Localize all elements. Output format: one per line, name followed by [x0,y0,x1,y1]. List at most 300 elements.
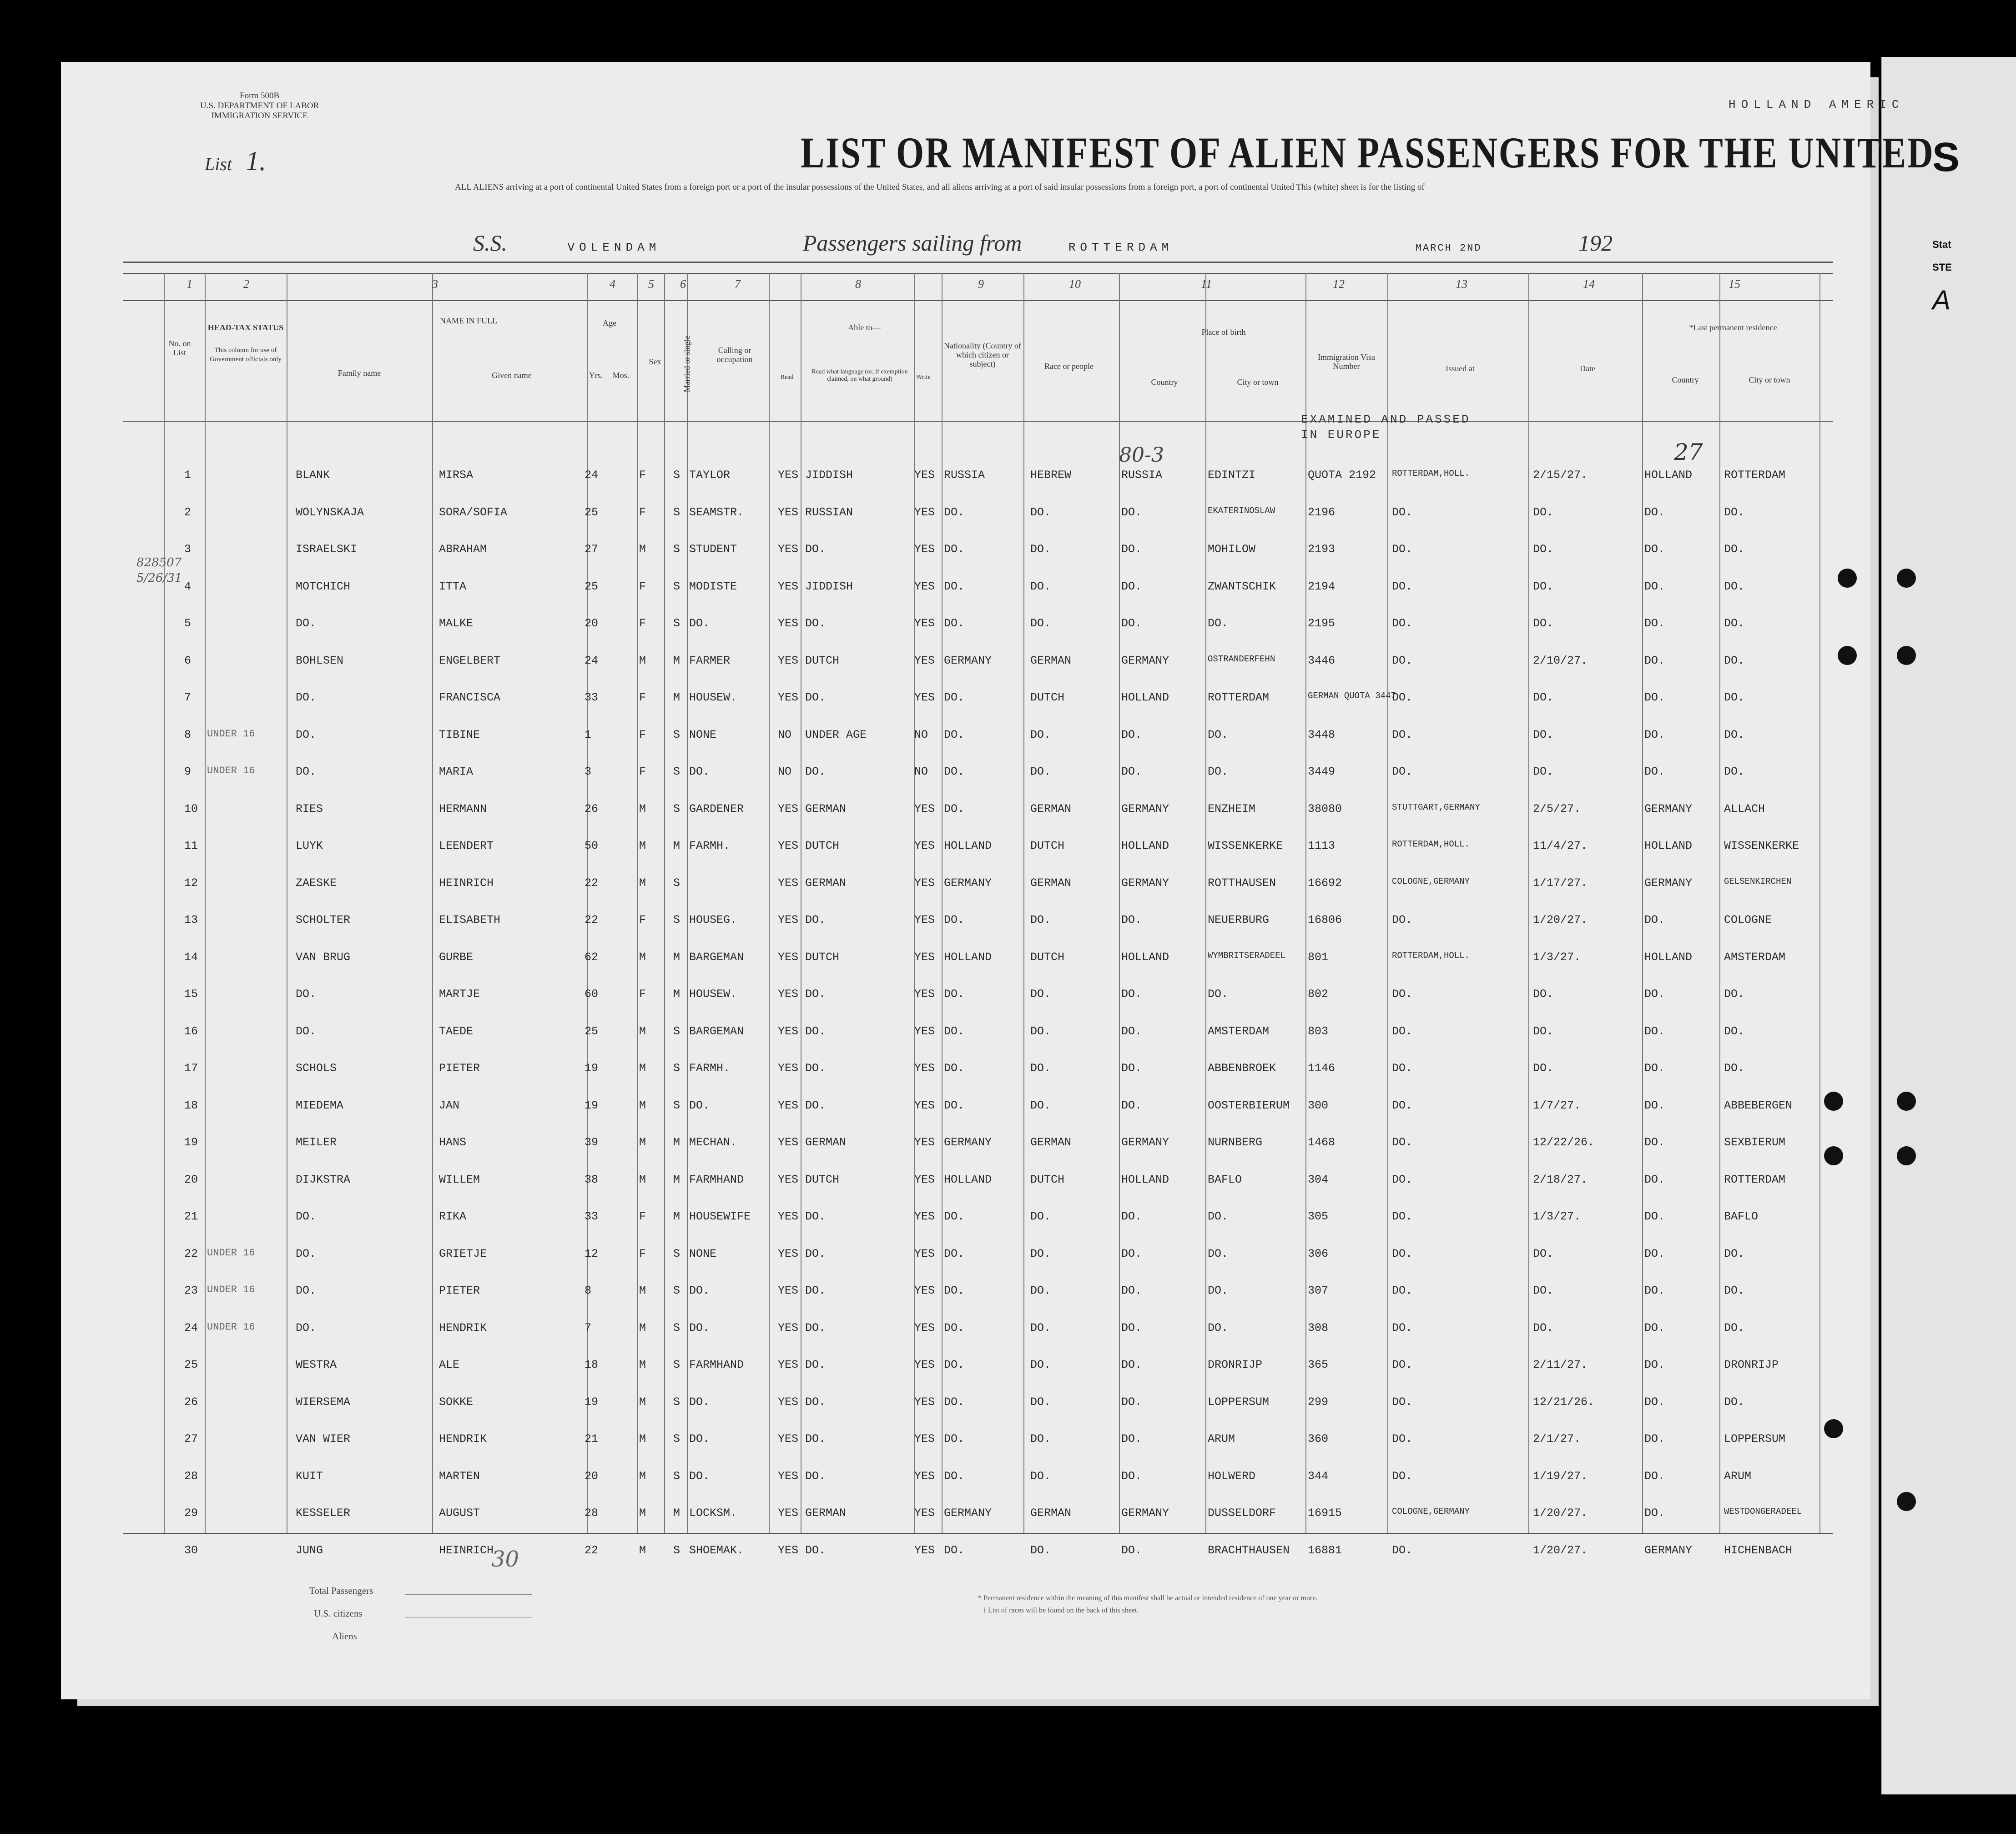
row-read: NO [778,765,792,778]
column-rule [914,273,915,1533]
row-date: 1/20/27. [1533,913,1588,927]
row-given-name: JAN [439,1098,460,1112]
row-nationality: DO. [944,1321,965,1335]
row-family-name: WOLYNSKAJA [296,505,364,519]
header-no-on-list: No. on List [168,339,191,357]
row-calling: FARMH. [689,839,731,852]
row-race: DO. [1030,1284,1051,1297]
row-read-language: GERMAN [805,802,847,816]
header-head-tax-note: This column for use of Government officials only [209,347,282,363]
row-read-language: GERMAN [805,1506,847,1520]
row-read-language: JIDDISH [805,579,853,593]
row-given-name: RIKA [439,1210,467,1223]
row-race: DO. [1030,617,1051,630]
row-date: 12/21/26. [1533,1395,1595,1409]
row-age: 21 [585,1432,599,1446]
row-birth-country: HOLLAND [1121,950,1169,964]
row-date: DO. [1533,1321,1554,1335]
row-birth-city: ROTTERDAM [1208,691,1270,704]
row-nationality: GERMANY [944,654,992,667]
punch-hole [1897,1492,1916,1511]
column-number: 3 [432,277,438,291]
row-family-name: DO. [296,1024,317,1038]
row-number: 29 [184,1506,198,1520]
row-age: 38 [585,1173,599,1186]
row-family-name: BOHLSEN [296,654,344,667]
header-read-language: Read what language (or, if exemption claimed, on what ground) [811,368,908,383]
row-family-name: MIEDEMA [296,1098,344,1112]
row-visa: 16806 [1308,913,1342,927]
adjacent-page [1881,57,2016,1794]
footer-aliens: Aliens [332,1631,357,1642]
row-sex: M [639,876,646,890]
row-calling: DO. [689,1284,710,1297]
row-read-language: RUSSIAN [805,505,853,519]
row-sex: F [639,765,646,778]
row-issued-at: DO. [1392,1062,1413,1075]
column-number: 7 [735,277,741,291]
column-rule [1023,273,1024,1533]
row-head-tax: UNDER 16 [207,1321,255,1333]
header-married: Married or single [682,335,691,393]
row-read-language: DO. [805,913,826,927]
row-res-city: DO. [1724,1247,1745,1260]
row-age: 25 [585,579,599,593]
column-number: 15 [1729,277,1740,291]
row-birth-country: RUSSIA [1121,469,1163,482]
row-marital: M [673,950,680,964]
row-nationality: HOLLAND [944,839,992,852]
row-read: YES [778,1024,799,1038]
row-issued-at: DO. [1392,765,1413,778]
header-head-tax: HEAD-TAX STATUS [207,323,284,332]
column-rule [1528,273,1529,1533]
row-calling: NONE [689,1247,717,1260]
row-birth-country: DO. [1121,1024,1142,1038]
row-visa: 16692 [1308,876,1342,890]
column-rule [1819,273,1820,1533]
row-marital: S [673,469,680,482]
row-visa: 801 [1308,950,1329,964]
row-birth-country: DO. [1121,1543,1142,1557]
row-sex: F [639,579,646,593]
row-race: DO. [1030,1469,1051,1483]
row-age: 24 [585,469,599,482]
row-calling: HOUSEW. [689,988,737,1001]
row-age: 20 [585,617,599,630]
row-age: 33 [585,1210,599,1223]
row-date: DO. [1533,505,1554,519]
row-visa: 3449 [1308,765,1336,778]
row-birth-country: DO. [1121,505,1142,519]
row-given-name: AUGUST [439,1506,480,1520]
row-sex: M [639,839,646,852]
row-birth-city: DO. [1208,765,1229,778]
row-visa: 16881 [1308,1543,1342,1557]
row-write: YES [914,876,935,890]
row-birth-country: DO. [1121,543,1142,556]
column-rule [1205,273,1206,1533]
row-family-name: BLANK [296,469,330,482]
row-number: 4 [184,579,192,593]
row-birth-city: NURNBERG [1208,1136,1263,1149]
row-res-country: DO. [1644,1469,1665,1483]
row-res-city: HICHENBACH [1724,1543,1793,1557]
row-res-city: DO. [1724,617,1745,630]
row-family-name: ISRAELSKI [296,543,358,556]
row-marital: M [673,1506,680,1520]
row-date: DO. [1533,1024,1554,1038]
row-read: YES [778,691,799,704]
row-race: DUTCH [1030,691,1065,704]
list-label-text: List [205,154,232,174]
column-number: 13 [1456,277,1467,291]
row-write: YES [914,654,935,667]
row-read-language: DO. [805,543,826,556]
row-issued-at: ROTTERDAM,HOLL. [1392,469,1470,479]
row-read: YES [778,1358,799,1371]
row-read: YES [778,505,799,519]
row-age: 26 [585,802,599,816]
row-read: YES [778,1543,799,1557]
row-calling: FARMHAND [689,1358,744,1371]
row-read: YES [778,1469,799,1483]
row-nationality: DO. [944,1432,965,1446]
row-family-name: ZAESKE [296,876,337,890]
row-read: YES [778,1506,799,1520]
row-age: 7 [585,1321,592,1335]
row-res-country: DO. [1644,1506,1665,1520]
row-given-name: HEINRICH [439,1543,494,1557]
row-age: 19 [585,1395,599,1409]
row-date: 1/17/27. [1533,876,1588,890]
row-read: YES [778,839,799,852]
row-age: 12 [585,1247,599,1260]
row-sex: M [639,802,646,816]
row-given-name: SORA/SOFIA [439,505,508,519]
row-nationality: DO. [944,1247,965,1260]
row-birth-country: HOLLAND [1121,1173,1169,1186]
row-issued-at: DO. [1392,1284,1413,1297]
row-nationality: HOLLAND [944,1173,992,1186]
row-read-language: DO. [805,1432,826,1446]
row-res-country: DO. [1644,1395,1665,1409]
row-calling: DO. [689,1469,710,1483]
column-rule [664,273,665,1533]
row-birth-country: DO. [1121,765,1142,778]
row-calling: HOUSEG. [689,913,737,927]
row-res-city: GELSENKIRCHEN [1724,876,1792,887]
row-number: 3 [184,543,192,556]
row-nationality: DO. [944,1210,965,1223]
row-family-name: JUNG [296,1543,323,1557]
row-issued-at: COLOGNE,GERMANY [1392,1506,1470,1517]
row-res-country: DO. [1644,913,1665,927]
row-sex: M [639,1395,646,1409]
row-age: 60 [585,988,599,1001]
row-visa: 2194 [1308,579,1336,593]
row-read: YES [778,617,799,630]
row-nationality: DO. [944,1469,965,1483]
header-res-city: City or town [1749,375,1790,384]
row-birth-country: GERMANY [1121,802,1169,816]
row-res-country: DO. [1644,617,1665,630]
row-visa: 16915 [1308,1506,1342,1520]
row-issued-at: DO. [1392,728,1413,741]
form-number: Form 500B [240,91,280,101]
header-race: Race or people [1044,362,1094,371]
header-bottom-rule [123,421,1833,422]
row-marital: M [673,1136,680,1149]
column-rule [687,273,688,1533]
row-birth-city: ENZHEIM [1208,802,1256,816]
punch-hole [1838,569,1857,588]
row-age: 50 [585,839,599,852]
row-issued-at: DO. [1392,988,1413,1001]
ship-name: VOLENDAM [567,241,661,254]
row-read-language: DO. [805,1543,826,1557]
row-res-city: LOPPERSUM [1724,1432,1786,1446]
row-date: 1/20/27. [1533,1543,1588,1557]
row-date: DO. [1533,1062,1554,1075]
row-family-name: DIJKSTRA [296,1173,351,1186]
row-race: DO. [1030,1247,1051,1260]
row-res-city: DO. [1724,543,1745,556]
header-last-residence: *Last permanent residence [1689,323,1777,332]
row-marital: S [673,802,680,816]
header-res-country: Country [1672,375,1699,384]
column-rule [1642,273,1643,1533]
row-sex: M [639,654,646,667]
row-family-name: DO. [296,1210,317,1223]
column-number: 5 [648,277,654,291]
row-nationality: DO. [944,579,965,593]
row-write: YES [914,1506,935,1520]
departure-port: ROTTERDAM [1068,241,1174,254]
handwritten-total: 30 [491,1547,519,1572]
row-marital: S [673,505,680,519]
row-read-language: DO. [805,1395,826,1409]
row-write: YES [914,1247,935,1260]
row-date: DO. [1533,543,1554,556]
row-res-country: DO. [1644,1247,1665,1260]
row-given-name: ITTA [439,579,467,593]
row-marital: S [673,1247,680,1260]
row-read-language: DO. [805,617,826,630]
row-sex: F [639,469,646,482]
row-given-name: PIETER [439,1062,480,1075]
row-family-name: DO. [296,1321,317,1335]
column-rule [205,273,206,1533]
row-issued-at: DO. [1392,543,1413,556]
row-nationality: DO. [944,1062,965,1075]
row-given-name: WILLEM [439,1173,480,1186]
row-family-name: DO. [296,988,317,1001]
row-sex: F [639,691,646,704]
row-race: DUTCH [1030,1173,1065,1186]
row-date: 2/15/27. [1533,469,1588,482]
row-nationality: DO. [944,617,965,630]
row-date: 2/11/27. [1533,1358,1588,1371]
row-date: DO. [1533,579,1554,593]
row-birth-country: DO. [1121,1395,1142,1409]
row-read-language: DO. [805,1321,826,1335]
row-given-name: ENGELBERT [439,654,501,667]
row-read-language: DO. [805,1247,826,1260]
row-issued-at: DO. [1392,1358,1413,1371]
row-sex: M [639,1543,646,1557]
row-date: 1/3/27. [1533,950,1581,964]
row-race: HEBREW [1030,469,1072,482]
column-number: 14 [1583,277,1595,291]
row-birth-city: ARUM [1208,1432,1235,1446]
header-birth-country: Country [1151,378,1178,387]
row-res-country: DO. [1644,728,1665,741]
row-marital: S [673,1024,680,1038]
row-race: DO. [1030,1358,1051,1371]
row-read: YES [778,1098,799,1112]
row-nationality: GERMANY [944,876,992,890]
row-date: DO. [1533,617,1554,630]
row-res-country: GERMANY [1644,1543,1693,1557]
footer-us-citizens: U.S. citizens [314,1608,363,1619]
row-birth-city: DUSSELDORF [1208,1506,1276,1520]
row-read-language: DO. [805,1098,826,1112]
row-nationality: DO. [944,691,965,704]
row-birth-city: ABBENBROEK [1208,1062,1276,1075]
row-date: 1/19/27. [1533,1469,1588,1483]
row-marital: S [673,1432,680,1446]
row-race: DO. [1030,1395,1051,1409]
punch-hole [1824,1092,1843,1111]
row-birth-country: GERMANY [1121,876,1169,890]
row-calling: MECHAN. [689,1136,737,1149]
row-calling: DO. [689,1098,710,1112]
row-issued-at: DO. [1392,913,1413,927]
row-sex: M [639,1358,646,1371]
row-number: 13 [184,913,198,927]
row-birth-country: DO. [1121,1358,1142,1371]
row-birth-city: ROTTHAUSEN [1208,876,1276,890]
row-birth-country: DO. [1121,913,1142,927]
header-name-in-full: NAME IN FULL [440,316,497,325]
row-issued-at: COLOGNE,GERMANY [1392,876,1470,887]
row-write: YES [914,1432,935,1446]
row-sex: M [639,950,646,964]
punch-hole [1838,646,1857,665]
ship-line [473,230,1613,256]
row-res-country: DO. [1644,543,1665,556]
row-read: YES [778,1173,799,1186]
row-age: 39 [585,1136,599,1149]
row-date: DO. [1533,691,1554,704]
row-number: 23 [184,1284,198,1297]
row-res-city: DO. [1724,654,1745,667]
row-marital: S [673,876,680,890]
row-marital: S [673,1098,680,1112]
row-res-city: DRONRIJP [1724,1358,1779,1371]
row-age: 3 [585,765,592,778]
row-read: YES [778,1321,799,1335]
row-write: YES [914,1173,935,1186]
row-date: 12/22/26. [1533,1136,1595,1149]
form-reference [200,91,319,121]
sailing-date: MARCH 2ND [1415,242,1482,254]
row-birth-city: DO. [1208,1321,1229,1335]
row-given-name: ELISABETH [439,913,501,927]
row-sex: M [639,1284,646,1297]
row-age: 28 [585,1506,599,1520]
row-res-city: ROTTERDAM [1724,469,1786,482]
row-birth-city: AMSTERDAM [1208,1024,1270,1038]
row-number: 11 [184,839,198,852]
row-marital: M [673,1210,680,1223]
row-visa: 300 [1308,1098,1329,1112]
row-date: DO. [1533,1284,1554,1297]
row-issued-at: ROTTERDAM,HOLL. [1392,950,1470,961]
row-read-language: DO. [805,1210,826,1223]
row-age: 22 [585,1543,599,1557]
row-date: DO. [1533,728,1554,741]
row-head-tax: UNDER 16 [207,1247,255,1259]
sailing-year: 192 [1578,230,1613,256]
row-birth-country: DO. [1121,1210,1142,1223]
row-res-city: DO. [1724,1024,1745,1038]
header-age: Age [603,318,616,328]
row-number: 20 [184,1173,198,1186]
header-calling: Calling or occupation [716,346,753,364]
row-number: 7 [184,691,192,704]
row-number: 22 [184,1247,198,1260]
row-marital: S [673,1284,680,1297]
row-res-country: DO. [1644,579,1665,593]
row-write: YES [914,579,935,593]
row-number: 14 [184,950,198,964]
row-given-name: MALKE [439,617,474,630]
adjacent-page-text: STE [1932,262,1952,273]
row-calling: SHOEMAK. [689,1543,744,1557]
row-birth-city: BRACHTHAUSEN [1208,1543,1290,1557]
row-issued-at: DO. [1392,1136,1413,1149]
column-number: 6 [680,277,686,291]
punch-hole [1897,1146,1916,1165]
sailing-label: Passengers sailing from [802,230,1022,256]
row-issued-at: STUTTGART,GERMANY [1392,802,1480,812]
row-res-country: DO. [1644,1358,1665,1371]
row-sex: F [639,617,646,630]
row-res-country: DO. [1644,988,1665,1001]
row-given-name: LEENDERT [439,839,494,852]
row-issued-at: DO. [1392,1024,1413,1038]
row-nationality: DO. [944,1098,965,1112]
row-given-name: GRIETJE [439,1247,487,1260]
row-visa: 38080 [1308,802,1342,816]
row-write: YES [914,839,935,852]
row-number: 16 [184,1024,198,1038]
footer-note-residence: * Permanent residence within the meaning of this manifest shall be actual or intended residence of one year or more. [978,1594,1318,1602]
row-issued-at: DO. [1392,654,1413,667]
row-write: YES [914,691,935,704]
row-number: 24 [184,1321,198,1335]
table-top-rule [123,262,1833,263]
row-visa: 2196 [1308,505,1336,519]
adjacent-page-text: Stat [1932,239,1951,250]
row-calling: FARMHAND [689,1173,744,1186]
row-nationality: DO. [944,913,965,927]
row-read: YES [778,1210,799,1223]
row-calling: DO. [689,1321,710,1335]
row-race: GERMAN [1030,802,1072,816]
